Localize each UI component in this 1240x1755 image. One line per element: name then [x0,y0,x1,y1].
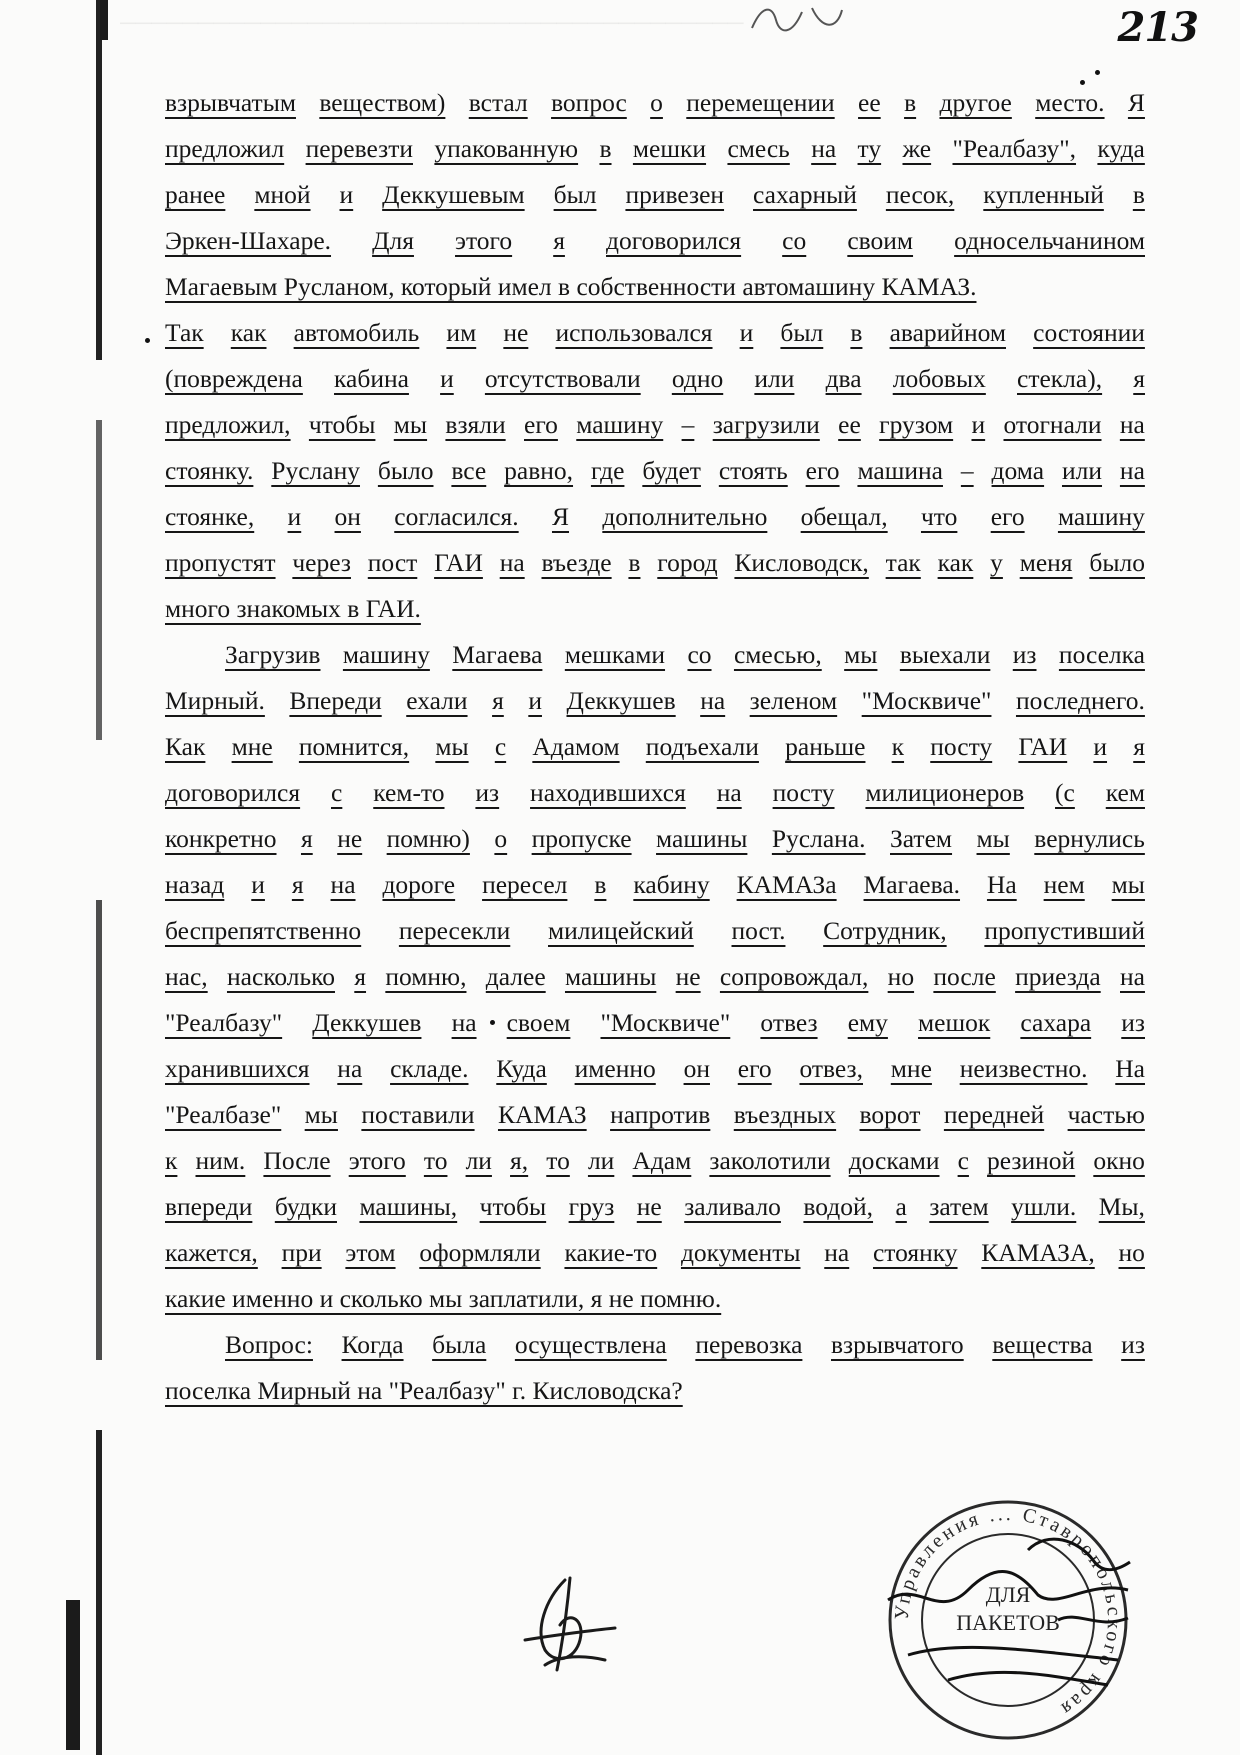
text-line: предложил перевезти упакованную в мешки смесь на ту же "Реалбазу", куда [165,134,1145,163]
scan-dot [1095,70,1100,75]
text-line: Так как автомобиль им не использовался и был в аварийном состоянии [165,318,1145,347]
text-line: Эркен-Шахаре. Для этого я договорился со своим односельчанином [165,226,1145,255]
text-line: ранее мной и Деккушевым был привезен сахарный песок, купленный в [165,180,1145,209]
pen-scribble-mark [742,0,852,40]
text-line: стоянке, и он согласился. Я дополнительно обещал, что его машину [165,502,1145,531]
text-line: "Реалбазе" мы поставили КАМАЗ напротив въездных ворот передней частью [165,1100,1145,1129]
text-line: пропустят через пост ГАИ на въезде в город Кисловодск, так как у меня было [165,548,1145,577]
text-line: взрывчатым веществом) встал вопрос о перемещении ее в другое место. Я [165,88,1145,117]
svg-text:ДЛЯ: ДЛЯ [985,1582,1031,1607]
text-line: беспрепятственно пересекли милицейский пост. Сотрудник, пропустивший [165,916,1145,945]
text-line: Магаевым Русланом, который имел в собственности автомашину КАМАЗ. [165,272,977,301]
text-line: хранившихся на складе. Куда именно он его отвез, мне неизвестно. На [165,1054,1145,1083]
text-line: (повреждена кабина и отсутствовали одно или два лобовых стекла), я [165,364,1145,393]
text-line: "Реалбазу" Деккушев на своем "Москвиче" отвез ему мешок сахара из [165,1008,1145,1037]
svg-text:Управления ... Ставропольского: Управления ... Ставропольского края [890,1502,1126,1722]
seal-graphic [878,1490,1138,1750]
page-number: 213 [1117,4,1198,51]
text-line: Мирный. Впереди ехали я и Деккушев на зеленом "Москвиче" последнего. [165,686,1145,715]
text-line: назад и я на дороге пересел в кабину КАМАЗа Магаева. На нем мы [165,870,1145,899]
text-line: Как мне помнится, мы с Адамом подъехали раньше к посту ГАИ и я [165,732,1145,761]
text-line: конкретно я не помню) о пропуске машины Руслана. Затем мы вернулись [165,824,1145,853]
testimony-text [165,80,1145,1414]
bleed-through-texture: ──────────────────────────────────────── [120,10,744,35]
svg-text:ПАКЕТОВ: ПАКЕТОВ [956,1610,1060,1635]
scan-dot [490,1020,495,1025]
text-line: нас, насколько я помню, далее машины не сопровождал, но после приезда на [165,962,1145,991]
text-line: кажется, при этом оформляли какие-то документы на стоянку КАМАЗА, но [165,1238,1145,1267]
text-line: какие именно и сколько мы заплатили, я не помню. [165,1284,722,1313]
text-line: стоянку. Руслану было все равно, где будет стоять его машина – дома или на [165,456,1145,485]
scan-dot [1080,80,1085,85]
official-seal [878,1490,1138,1750]
text-line: Загрузив машину Магаева мешками со смесью, мы выехали из поселка [225,640,1145,669]
text-line: договорился с кем-то из находившихся на посту милиционеров (с кем [165,778,1145,807]
handwritten-signature [505,1570,625,1680]
text-line: предложил, чтобы мы взяли его машину – загрузили ее грузом и отогнали на [165,410,1145,439]
text-line: впереди будки машины, чтобы груз не заливало водой, а затем ушли. Мы, [165,1192,1145,1221]
text-line: поселка Мирный на "Реалбазу" г. Кисловодска? [165,1376,683,1405]
scan-dot [145,338,150,343]
text-line: к ним. После этого то ли я, то ли Адам заколотили досками с резиной окно [165,1146,1145,1175]
text-line: Вопрос: Когда была осуществлена перевозка взрывчатого вещества из [225,1330,1145,1359]
text-line: много знакомых в ГАИ. [165,594,421,623]
scan-binding-edge [0,0,118,1755]
